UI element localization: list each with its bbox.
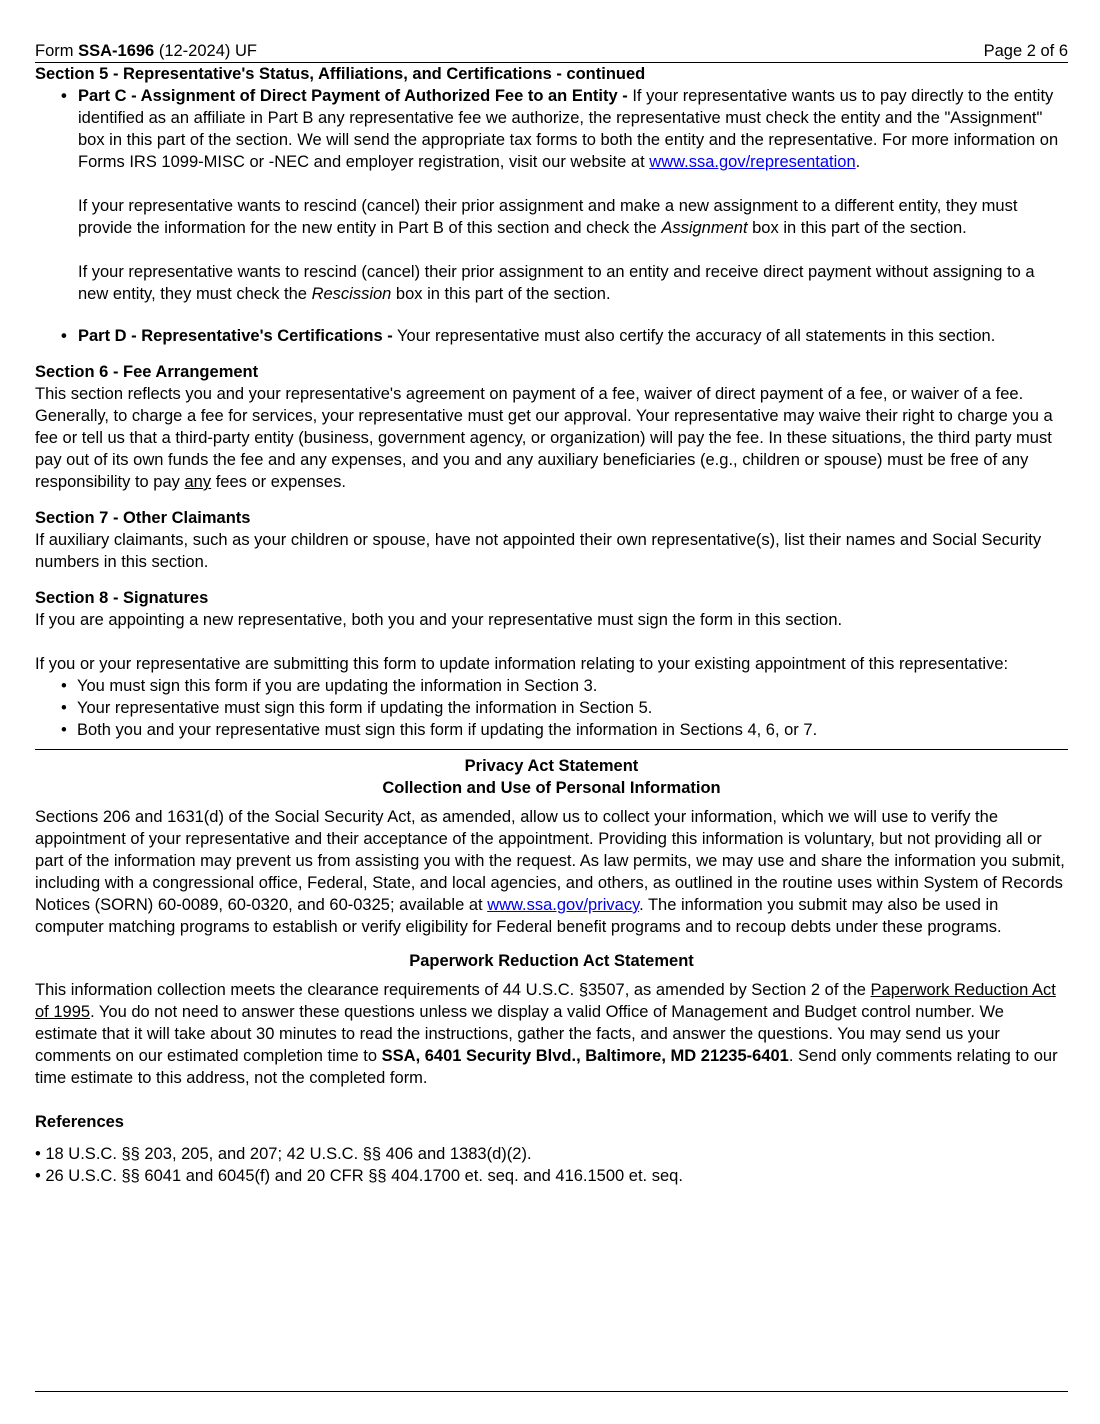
form-id: Form SSA-1696 (12-2024) UF <box>35 42 257 60</box>
list-item: • Both you and your representative must sign this form if updating the information in Sections 4, 6, or 7. <box>61 719 1068 741</box>
part-c-text: • Part C - Assignment of Direct Payment of Authorized Fee to an Entity - If your representative wants us to pay directly to the entity identified as an affiliate in Part B any representative fee we authorize, the representative must check the entity and the "Assignment" box in this part of the section. We will send the appropriate tax forms to both the entity and the representative. For more information on Forms IRS 1099-MISC or -NEC and employer registration, visit our website at www.ssa.gov/representation. <box>78 87 1059 171</box>
list-item: • Your representative must sign this form if updating the information in Section 5. <box>61 697 1068 719</box>
representation-link[interactable]: www.ssa.gov/representation <box>649 153 856 171</box>
section8-p1: If you are appointing a new representative, both you and your representative must sign the form in this section. <box>35 611 843 629</box>
references-title: References <box>35 1113 124 1131</box>
page-number: Page 2 of 6 <box>983 42 1068 60</box>
section8-bullets <box>35 675 1068 741</box>
part-d-item <box>61 325 1068 347</box>
form-version: (12-2024) UF <box>158 42 257 60</box>
part-c-item <box>61 85 1068 305</box>
privacy-subtitle: Collection and Use of Personal Information <box>382 779 721 797</box>
references-list <box>35 1143 1068 1187</box>
footer-divider <box>35 1391 1068 1392</box>
privacy-text: Sections 206 and 1631(d) of the Social Security Act, as amended, allow us to collect your information, which we will use to verify the appointment of your representative and their acceptance of the appointment. Providing this information is voluntary, but not providing all or part of the information may prevent us from assisting you with the request. As law permits, we may use and share the information you submit, including with a congressional office, Federal, State, and local agencies, and others, as outlined in the routine uses within System of Records Notices (SORN) 60-0089, 60-0320, and 60-0325; available at www.ssa.gov/privacy. The information you submit may also be used in computer matching programs to establish or verify eligibility for Federal benefit programs and to recoup debts under these programs. <box>35 808 1065 936</box>
part-d-text: • Part D - Representative's Certifications - Your representative must also certify the accuracy of all statements in this section. <box>78 327 996 345</box>
section7-title: Section 7 - Other Claimants <box>35 509 251 527</box>
paperwork-text: This information collection meets the clearance requirements of 44 U.S.C. §3507, as amended by Section 2 of the Paperwork Reduction Act of 1995. You do not need to answer these questions unless we display a valid Office of Management and Budget control number. We estimate that it will take about 30 minutes to read the instructions, gather the facts, and answer the questions. You may send us your comments on our estimated completion time to SSA, 6401 Security Blvd., Baltimore, MD 21235-6401. Send only comments relating to our time estimate to this address, not the completed form. <box>35 981 1058 1087</box>
section8-title: Section 8 - Signatures <box>35 589 209 607</box>
section5-title: Section 5 - Representative's Status, Affiliations, and Certifications - continued <box>35 65 646 83</box>
privacy-title: Privacy Act Statement <box>464 757 639 775</box>
section5-parts <box>35 85 1068 347</box>
form-page <box>35 40 1068 1187</box>
section7-text: If auxiliary claimants, such as your children or spouse, have not appointed their own representative(s), list their names and Social Security numbers in this section. <box>35 531 1042 571</box>
section6-title: Section 6 - Fee Arrangement <box>35 363 259 381</box>
list-item: • 26 U.S.C. §§ 6041 and 6045(f) and 20 CFR §§ 404.1700 et. seq. and 416.1500 et. seq. <box>35 1165 1068 1187</box>
part-c-rescission: If your representative wants to rescind (cancel) their prior assignment to an entity and receive direct payment without assigning to a new entity, they must check the Rescission box in this part of the section. <box>78 263 1035 303</box>
ssa-address: SSA, 6401 Security Blvd., Baltimore, MD 21235-6401 <box>381 1047 789 1065</box>
privacy-link[interactable]: www.ssa.gov/privacy <box>487 896 640 914</box>
part-c-lead: Part C - Assignment of Direct Payment of Authorized Fee to an Entity - <box>78 87 628 105</box>
paperwork-title: Paperwork Reduction Act Statement <box>409 952 694 970</box>
page-header <box>35 40 1068 63</box>
part-d-lead: Part D - Representative's Certifications - <box>78 327 393 345</box>
part-c-new-assignment: If your representative wants to rescind (cancel) their prior assignment and make a new assignment to a different entity, they must provide the information for the new entity in Part B of this section and check the Assignment box in this part of the section. <box>78 197 1018 237</box>
form-number: SSA-1696 <box>78 42 155 60</box>
section8-p2: If you or your representative are submitting this form to update information relating to your existing appointment of this representative: <box>35 655 1009 673</box>
section6-text: This section reflects you and your representative's agreement on payment of a fee, waiver of direct payment of a fee, or waiver of a fee. Generally, to charge a fee for services, your representative must get our approval. Your representative may waive their right to charge you a fee or tell us that a third-party entity (business, government agency, or organization) will pay the fee. In these situations, the third party must pay out of its own funds the fee and any expenses, and you and any auxiliary beneficiaries (e.g., children or spouse) must be free of any responsibility to pay any fees or expenses. <box>35 385 1053 491</box>
list-item: • You must sign this form if you are updating the information in Section 3. <box>61 675 1068 697</box>
list-item: • 18 U.S.C. §§ 203, 205, and 207; 42 U.S.C. §§ 406 and 1383(d)(2). <box>35 1143 1068 1165</box>
divider <box>35 749 1068 750</box>
